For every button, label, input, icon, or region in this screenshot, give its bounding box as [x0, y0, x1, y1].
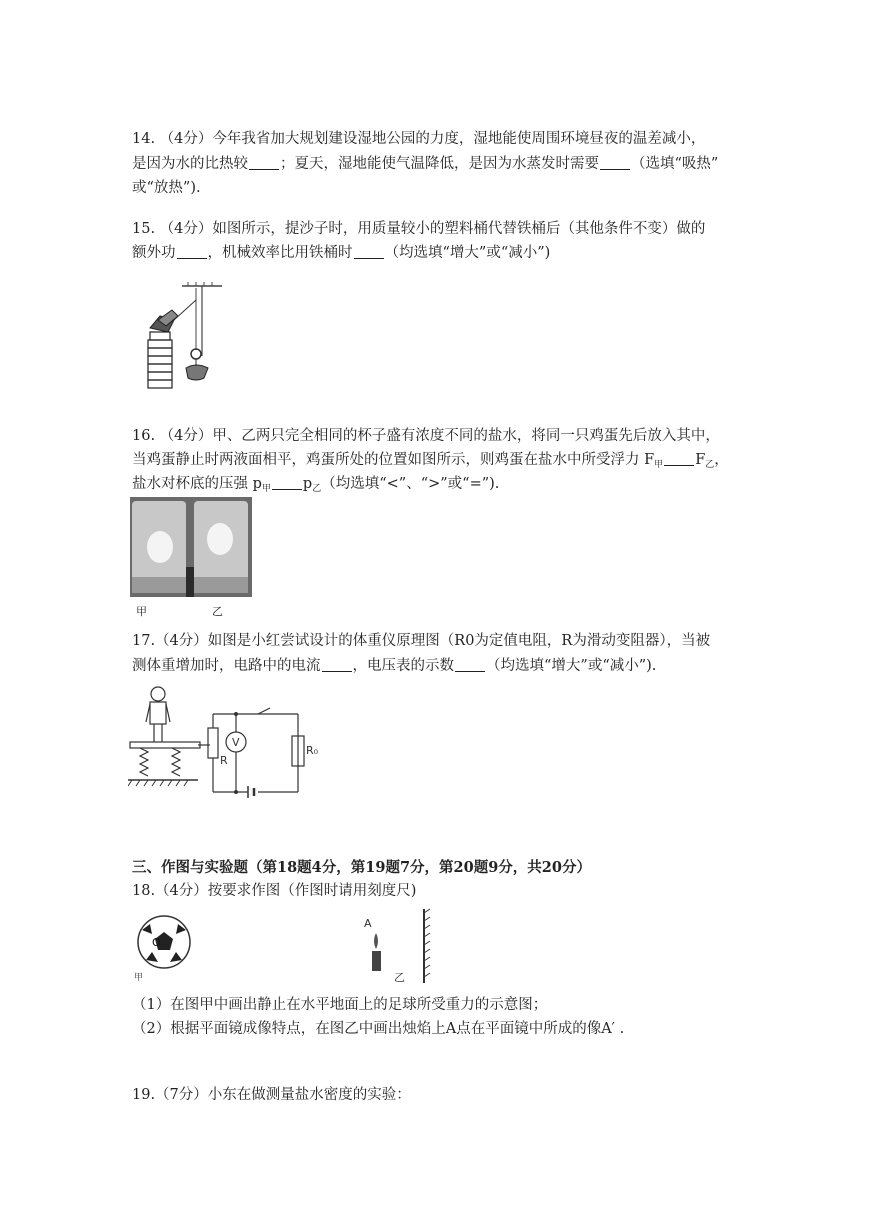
q15-text-a: 额外功: [132, 245, 176, 261]
q15-text-b: ，机械效率比用铁桶时: [207, 245, 353, 261]
q14-line-1: 14. （4分）今年我省加大规划建设湿地公园的力度，湿地能使周围环境昼夜的温差减小，: [132, 131, 706, 147]
q14-text-a: 是因为水的比热较: [132, 156, 248, 172]
q16-line-2: 当鸡蛋静止时两液面相平，鸡蛋所处的位置如图所示，则鸡蛋在盐水中所受浮力 $F_甲$ $F_乙$，: [132, 452, 729, 470]
egg-cups-photo: [130, 497, 252, 597]
q17-line-1: 17.（4分）如图是小红尝试设计的体重仪原理图（R0为定值电阻，R为滑动变阻器），当被: [132, 633, 711, 649]
subscript-yi: 乙: [312, 484, 322, 494]
q16-line-1: 16. （4分）甲、乙两只完全相同的杯子盛有浓度不同的盐水，将同一只鸡蛋先后放入其中，: [132, 428, 720, 444]
answer-blank[interactable]: [600, 155, 630, 170]
q16-text-a: 当鸡蛋静止时两液面相平，鸡蛋所处的位置如图所示，则鸡蛋在盐水中所受浮力 F: [132, 452, 655, 468]
q15-line-1: 15. （4分）如图所示，提沙子时，用质量较小的塑料桶代替铁桶后（其他条件不变）做的: [132, 221, 706, 237]
q17-text-b: ，电压表的示数: [352, 658, 454, 674]
q15-line-2: [132, 242, 550, 264]
subscript-jia: 甲: [261, 484, 271, 494]
cup-label-jia: 甲: [136, 605, 147, 618]
subscript-yi: 乙: [705, 460, 715, 470]
answer-blank[interactable]: [177, 244, 207, 259]
q17-text-a: 测体重增加时，电路中的电流: [132, 658, 321, 674]
q15-text-c: （均选填“增大”或“减小”): [384, 245, 551, 261]
r0-label: R₀: [306, 744, 319, 757]
q16-line-3: [132, 473, 499, 500]
scale-circuit-figure: [128, 682, 328, 802]
center-o-label: O: [152, 936, 161, 949]
figure-jia-label: 甲: [134, 973, 144, 982]
q14-text-b: ；夏天，湿地能使气温降低，是因为水蒸发时需要: [280, 156, 599, 172]
answer-blank[interactable]: [455, 657, 485, 672]
q18-item-1: （1）在图甲中画出静止在水平地面上的足球所受重力的示意图；: [132, 997, 548, 1013]
pulley-figure: [130, 280, 230, 395]
q14-line-3: 或“放热”).: [132, 180, 201, 196]
answer-blank[interactable]: [322, 657, 352, 672]
q18-item-2: （2）根据平面镜成像特点，在图乙中画出烛焰上A点在平面镜中所成的像A′ .: [132, 1021, 625, 1037]
q14-line-2: [132, 153, 718, 175]
q17-text-c: （均选填“增大”或“减小”).: [486, 658, 657, 674]
force-letter: F: [695, 452, 706, 468]
answer-blank[interactable]: [249, 155, 279, 170]
point-a-label: A: [364, 917, 372, 930]
answer-blank[interactable]: [664, 451, 694, 466]
answer-blank[interactable]: [354, 244, 384, 259]
q14-text-c: （选填“吸热”: [631, 156, 719, 172]
cup-label-yi: 乙: [212, 605, 223, 618]
rheostat-label: R: [220, 754, 228, 767]
q17-line-2: [132, 655, 656, 677]
pressure-letter: p: [302, 476, 313, 492]
section-three-title: 三、作图与实验题（第18题4分，第19题7分，第20题9分，共20分）: [132, 859, 591, 876]
q18-line-1: 18.（4分）按要求作图（作图时请用刻度尺): [132, 883, 417, 899]
q16-text-c: 盐水对杯底的压强 p: [132, 476, 262, 492]
answer-blank[interactable]: [272, 475, 302, 490]
subscript-jia: 甲: [654, 460, 664, 470]
voltmeter-label: V: [232, 736, 240, 749]
q19-line-1: 19.（7分）小东在做测量盐水密度的实验：: [132, 1087, 411, 1103]
soccer-ball-figure: [132, 912, 202, 982]
candle-mirror-figure: [360, 905, 440, 985]
q16-text-d: （均选填“<”、“>”或“=”).: [321, 476, 500, 492]
figure-yi-label: 乙: [394, 971, 405, 984]
